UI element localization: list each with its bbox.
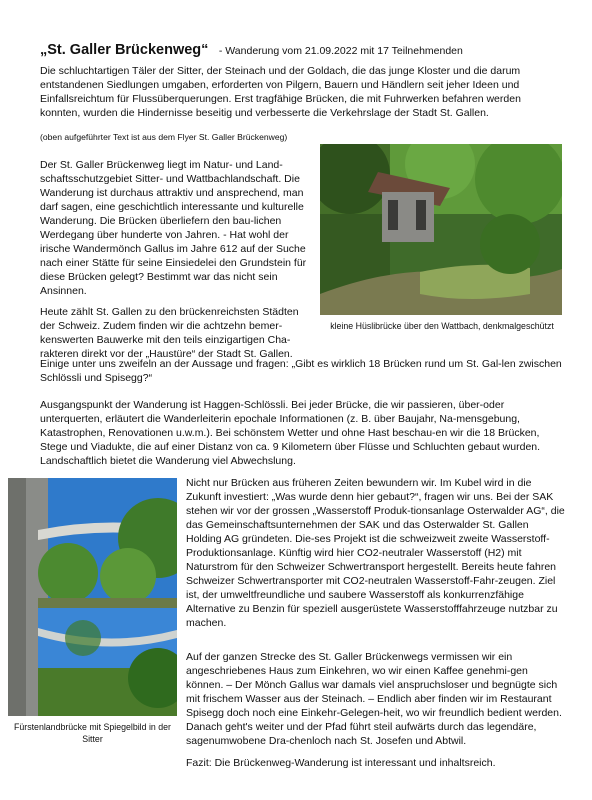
paragraph-conclusion: Fazit: Die Brückenweg-Wanderung ist interessant und inhaltsreich. [186,757,496,769]
title-row [40,41,570,59]
page-subtitle: - Wanderung vom 21.09.2022 mit 17 Teilnehmenden [218,45,463,57]
paragraph-start: Ausgangspunkt der Wanderung ist Haggen-Schlössli. Bei jeder Brücke, die wir passieren, über-oder unterquerten, erläutert die Wanderleiterin epochale Informationen (z. B. über Baujahr, Na-mensgebung, Katastrophen, Renovationen u.w.m.). Bei schönstem Wetter und ohne Hast beschau-en wir die 18 Brücken, Stege und Viadukte, die auf einer Distanz von ca. 9 Kilometern über Flüsse und Schluchten gebaut wurden. Landschaftlich bietet die Wanderung viel Abwechslung. [40,399,541,467]
paragraph-hydrogen: Nicht nur Brücken aus früheren Zeiten bewundern wir. Im Kubel wird in die Zukunft investiert: „Was wurde denn hier gebaut?“, fragen wir uns. Bei der SAK stehen wir vor der grossen „Wasserstoff Produk-tionsanlage Osterwalder AG“, die das Gemeinschaftsunternehmen der SAK und das Osterwalder St. Gallen Holding AG gründeten. Die-ses Projekt ist die schweizweit zweite Wasserstoff-Produktionsanlage. Künftig wird hier CO2-neutraler Wasserstoff (H2) mit Naturstrom für den Schweizer Schwertransport hergestellt. Bereits heute fahren Schweizer Schwertransporter mit CO2-neutralen Wasserstoff-Fahr-zeugen. Ziel ist, der umweltfreundliche und saubere Wasserstoff als konkurrenzfähige Alternative zu Benzin für speziell ausgerüstete Wasserstofffahrzeuge nutzbar zu machen. [186,477,565,629]
intro-paragraph: Die schluchtartigen Täler der Sitter, der Steinach und der Goldach, die das junge Kloster und die darum entstandenen Siedlungen umgaben, erforderten von Pilgern, Bauern und Händlern seit jeher Ideen und Einfallsreichtum für Flussüberquerungen. Erst tragfähige Brücken, die mit Fuhrwerken befahren werden konnten, wurden die Hindernisse beseitig und verbesserte die Verkehrslage der Stadt St. Gallen. [40,65,521,119]
page-title: „St. Galler Brückenweg“ [40,42,209,58]
intro-source-note: (oben aufgeführter Text ist aus dem Flyer St. Galler Brückenweg) [40,132,288,142]
caption-fuerstenlandbruecke: Fürstenlandbrücke mit Spiegelbild in der Sitter [14,722,171,744]
caption-hueslibruecke: kleine Hüslibrücke über den Wattbach, denkmalgeschützt [330,321,554,331]
photo-fuerstenlandbruecke [8,478,177,716]
paragraph-question: Einige unter uns zweifeln an der Aussage und fragen: „Gibt es wirklich 18 Brücken rund um St. Gal-len zwischen Schlössli und Spisegg?“ [40,358,562,384]
paragraph-restaurant: Auf der ganzen Strecke des St. Galler Brückenwegs vermissen wir ein angeschriebenes Haus zum Einkehren, wo wir einen Kaffee genehmi-gen können. – Der Mönch Gallus war damals viel anspruchsloser und begnügte sich mit frischem Wasser aus der Steinach. – Endlich aber finden wir im Restaurant Spisegg doch noch eine Einkehr-Gelegen-heit, wo wir freundlich bedient werden. Danach geht's weiter und der Pfad führt steil aufwärts durch das legendäre, sagenumwobene Dra-chenloch nach St. Josefen und Abtwil. [186,651,562,747]
paragraph-bridges: Heute zählt St. Gallen zu den brückenreichsten Städten der Schweiz. Zudem finden wir die achtzehn bemer-kenswerten Bauwerke mit den teils einzigartigen Cha-rakteren direkt vor der „Haustüre“ der Stadt St. Gallen. [40,306,299,360]
photo-hueslibruecke [320,144,562,315]
paragraph-landscape: Der St. Galler Brückenweg liegt im Natur- und Land-schaftsschutzgebiet Sitter- und Wattbachlandschaft. Die Wanderung ist durchaus attraktiv und ansprechend, man darf sagen, eine geschichtlich interessante und kulturelle Wanderung. Die Brücken überliefern den bau-lichen Werdegang über hunderte von Jahren. - Hat wohl der irische Wandermönch Gallus im Jahre 612 auf der Suche nach einer Stätte für seine Einsiedelei den Grundstein für diese Brücken gelegt? Bestimmt war das nicht sein Ansinnen. [40,159,307,297]
